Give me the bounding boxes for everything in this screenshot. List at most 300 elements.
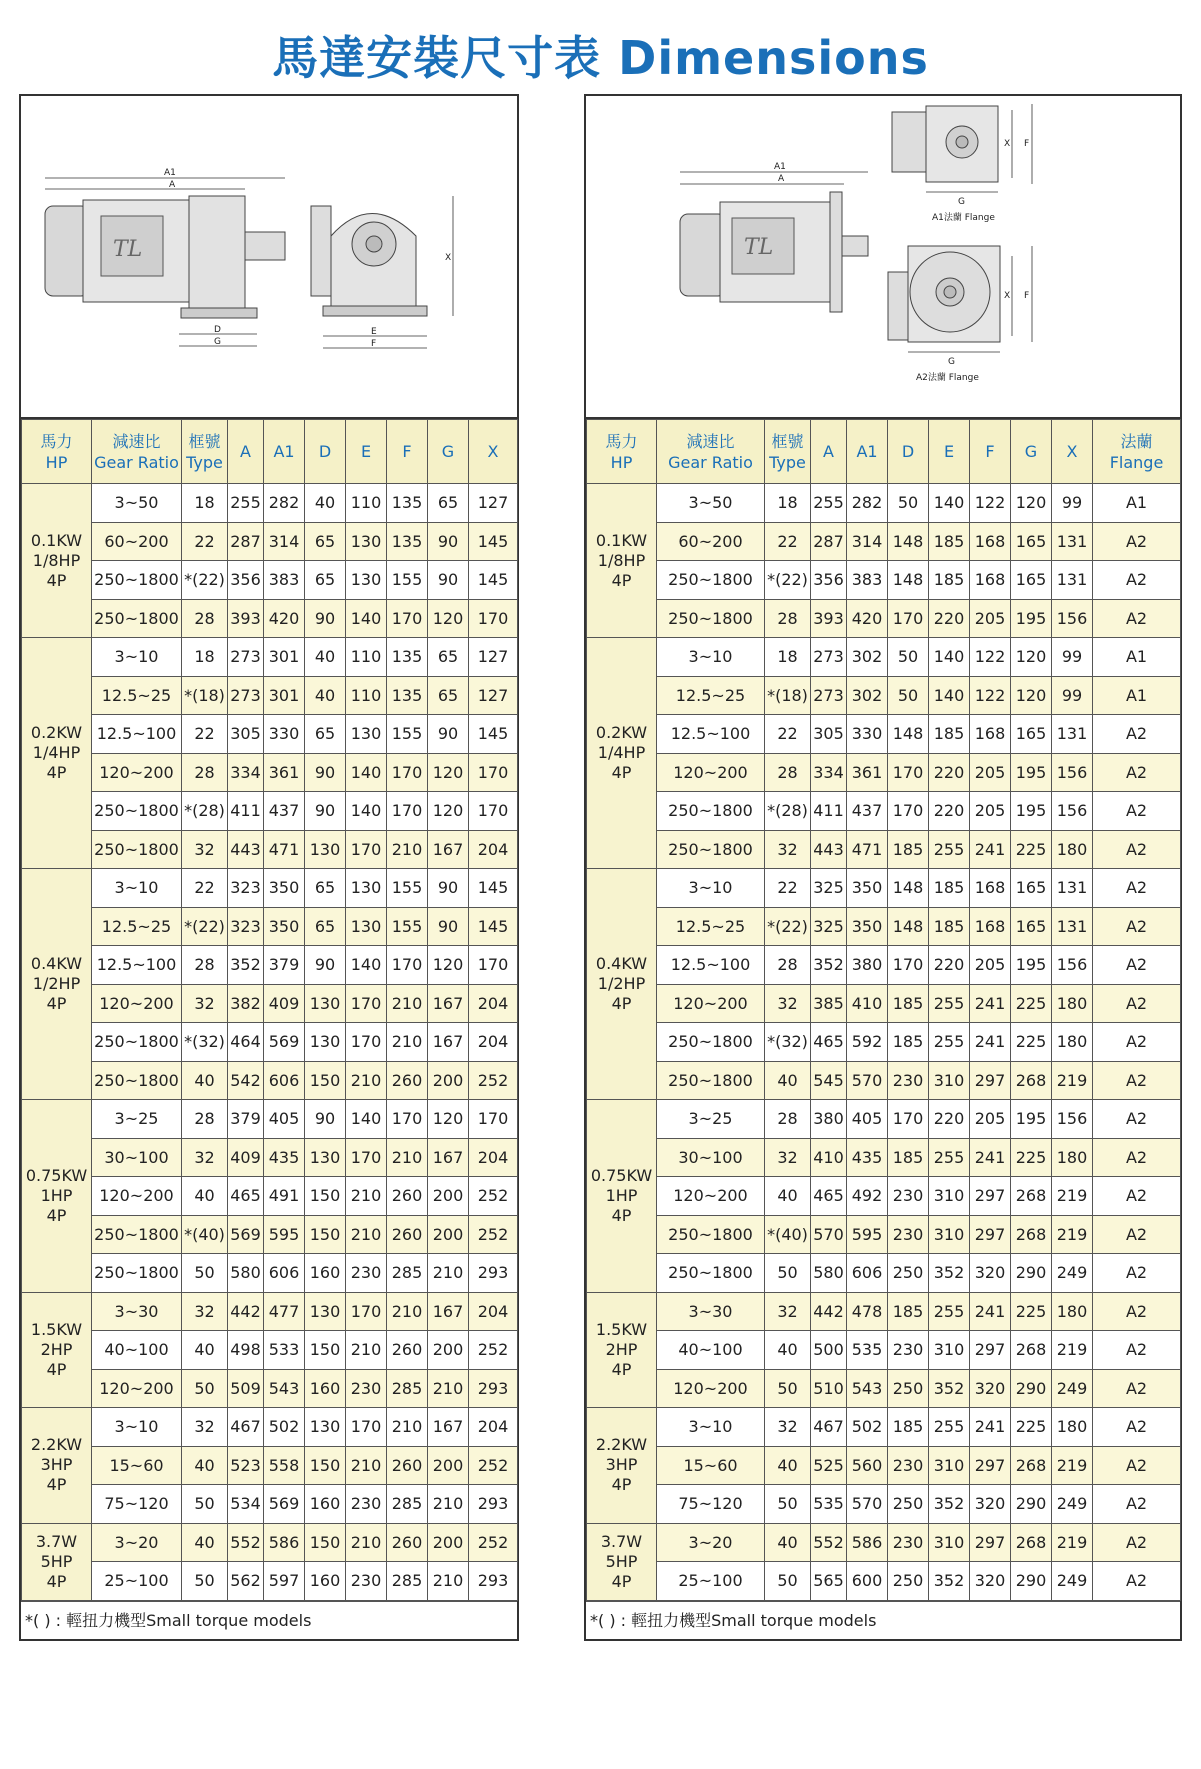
gear-ratio-cell: 3~10 [92, 1408, 182, 1447]
gear-ratio-cell: 3~10 [657, 869, 765, 908]
dimension-cell: 220 [929, 792, 970, 831]
column-header [305, 420, 346, 484]
dimension-cell: A2 [1093, 1485, 1181, 1524]
table-row [22, 599, 518, 638]
dimension-cell: 320 [970, 1485, 1011, 1524]
gear-ratio-cell: 3~20 [92, 1523, 182, 1562]
gear-ratio-cell: 3~25 [92, 1100, 182, 1139]
dimension-cell: 297 [970, 1446, 1011, 1485]
hp-group-cell [22, 638, 92, 869]
dim-label-a1: A1 [164, 168, 176, 178]
dimension-cell: 250 [888, 1485, 929, 1524]
dimension-cell: 268 [1011, 1215, 1052, 1254]
dimension-cell: 170 [387, 599, 428, 638]
dimension-cell: 140 [346, 792, 387, 831]
dimension-cell: 569 [264, 1023, 305, 1062]
dimension-cell: 195 [1011, 1100, 1052, 1139]
dimension-cell: 255 [929, 1138, 970, 1177]
dimension-cell: 290 [1011, 1254, 1052, 1293]
column-header-zh: 法蘭 [1120, 431, 1153, 451]
dimension-cell: 268 [1011, 1177, 1052, 1216]
gear-ratio-cell: 12.5~25 [657, 676, 765, 715]
column-header-zh: 減速比 [686, 431, 735, 451]
dimension-cell: 185 [888, 1408, 929, 1447]
dim-label-f-a1: F [1024, 139, 1030, 149]
dimension-cell: 255 [811, 484, 847, 523]
dimension-cell: 478 [847, 1292, 888, 1331]
gear-ratio-cell: 12.5~100 [657, 715, 765, 754]
dimension-cell: 580 [811, 1254, 847, 1293]
dimension-cell: 595 [847, 1215, 888, 1254]
dimension-cell: 290 [1011, 1485, 1052, 1524]
dimension-cell: A1 [1093, 484, 1181, 523]
dimension-cell: 560 [847, 1446, 888, 1485]
table-row [587, 561, 1181, 600]
dimension-cell: 385 [811, 984, 847, 1023]
dimension-cell: *(32) [182, 1023, 228, 1062]
dimension-cell: 569 [228, 1215, 264, 1254]
dimension-cell: *(28) [765, 792, 811, 831]
gear-ratio-cell: 3~10 [657, 1408, 765, 1447]
dimension-cell: 225 [1011, 1408, 1052, 1447]
dimension-cell: 219 [1052, 1446, 1093, 1485]
dim-label-g: G [214, 337, 221, 347]
dimension-cell: 170 [346, 1292, 387, 1331]
a1-flange-label: A1法蘭 Flange [932, 213, 995, 223]
dimension-cell: 411 [811, 792, 847, 831]
dimension-cell: 420 [847, 599, 888, 638]
hp-label-line: 4P [611, 1571, 632, 1591]
dimension-cell: 268 [1011, 1446, 1052, 1485]
dimension-cell: 122 [970, 676, 1011, 715]
hp-label-line: 4P [611, 1205, 632, 1225]
dimension-cell: 40 [182, 1177, 228, 1216]
gear-ratio-cell: 250~1800 [657, 561, 765, 600]
dimension-cell: 297 [970, 1061, 1011, 1100]
table-row [22, 1061, 518, 1100]
dimension-cell: 543 [264, 1369, 305, 1408]
dimension-cell: 502 [847, 1408, 888, 1447]
dimension-cell: 165 [1011, 869, 1052, 908]
hp-label-line: 4P [611, 994, 632, 1013]
dimension-cell: 165 [1011, 522, 1052, 561]
dimension-cell: 167 [428, 1408, 469, 1447]
dimension-cell: 249 [1052, 1254, 1093, 1293]
dimension-cell: 225 [1011, 1292, 1052, 1331]
dimension-cell: 293 [469, 1485, 518, 1524]
dimension-cell: 32 [182, 1292, 228, 1331]
column-header [1011, 420, 1052, 484]
dimension-cell: 471 [847, 830, 888, 869]
dimension-cell: A1 [1093, 638, 1181, 677]
table-row [587, 869, 1181, 908]
dimension-cell: 595 [264, 1215, 305, 1254]
dimension-cell: 185 [888, 1292, 929, 1331]
gear-ratio-cell: 40~100 [657, 1331, 765, 1370]
dimension-cell: 200 [428, 1331, 469, 1370]
dimension-cell: 90 [428, 715, 469, 754]
hp-group-cell [22, 869, 92, 1100]
dimension-cell: A2 [1093, 1408, 1181, 1447]
dim-label-x-a2: X [1004, 291, 1011, 301]
dimension-cell: 410 [811, 1138, 847, 1177]
dimension-cell: A2 [1093, 1023, 1181, 1062]
column-header-en: F [402, 442, 412, 461]
dimension-cell: 310 [929, 1177, 970, 1216]
dimension-cell: 185 [888, 984, 929, 1023]
dimension-cell: 135 [387, 522, 428, 561]
dimension-cell: 167 [428, 1292, 469, 1331]
dimension-cell: 150 [305, 1523, 346, 1562]
dimension-cell: 435 [264, 1138, 305, 1177]
dimension-cell: 230 [346, 1485, 387, 1524]
gear-ratio-cell: 25~100 [92, 1562, 182, 1601]
dimension-cell: 120 [428, 792, 469, 831]
hp-label-line: 2HP [605, 1339, 638, 1359]
hp-group-cell [22, 1100, 92, 1293]
table-row [587, 676, 1181, 715]
right-table-note: *( ) : 輕扭力機型Small torque models [586, 1601, 1180, 1639]
dim-label-e: E [371, 327, 377, 337]
dimension-cell: 65 [305, 907, 346, 946]
dimension-cell: 195 [1011, 753, 1052, 792]
dimension-cell: 225 [1011, 1138, 1052, 1177]
hp-label-line: 4P [611, 1475, 632, 1495]
dimension-cell: 361 [264, 753, 305, 792]
dimension-cell: A2 [1093, 1446, 1181, 1485]
dimension-cell: 409 [228, 1138, 264, 1177]
dimension-cell: 565 [811, 1562, 847, 1601]
table-row [22, 1177, 518, 1216]
dim-label-a: A [169, 180, 176, 190]
hp-label-line: 4P [46, 1571, 67, 1591]
table-row [587, 715, 1181, 754]
table-row [22, 1292, 518, 1331]
table-row [22, 1562, 518, 1601]
hp-group-cell [22, 484, 92, 638]
hp-group-cell [587, 1523, 657, 1600]
dimension-cell: 241 [970, 1138, 1011, 1177]
gear-ratio-cell: 3~25 [657, 1100, 765, 1139]
dimension-cell: 552 [811, 1523, 847, 1562]
hp-group-cell [587, 1408, 657, 1524]
dimension-cell: 210 [346, 1523, 387, 1562]
dimension-cell: *(32) [765, 1023, 811, 1062]
gear-ratio-cell: 250~1800 [92, 1023, 182, 1062]
dimension-cell: 40 [182, 1061, 228, 1100]
dimension-cell: 28 [182, 946, 228, 985]
gear-ratio-cell: 3~10 [657, 638, 765, 677]
dimension-cell: 40 [182, 1523, 228, 1562]
dimension-cell: 282 [264, 484, 305, 523]
hp-group-cell [587, 638, 657, 869]
dimension-cell: 167 [428, 1023, 469, 1062]
gear-ratio-cell: 75~120 [92, 1485, 182, 1524]
dimension-cell: 127 [469, 676, 518, 715]
dimension-cell: 168 [970, 522, 1011, 561]
dimension-cell: 22 [765, 522, 811, 561]
table-row [22, 638, 518, 677]
dimension-cell: 210 [346, 1446, 387, 1485]
hp-label-line: 2.2KW [30, 1435, 83, 1455]
dimension-cell: 325 [811, 907, 847, 946]
dimension-cell: 586 [264, 1523, 305, 1562]
dimension-cell: 148 [888, 522, 929, 561]
dimension-cell: 273 [228, 638, 264, 677]
hp-label-line: 1/2HP [597, 974, 646, 993]
dimension-cell: 210 [346, 1177, 387, 1216]
gear-ratio-cell: 250~1800 [92, 792, 182, 831]
dimension-cell: 383 [847, 561, 888, 600]
dimension-cell: 210 [387, 1023, 428, 1062]
hp-label-line: 4P [46, 763, 67, 782]
dimension-cell: 350 [847, 907, 888, 946]
dimension-cell: 225 [1011, 984, 1052, 1023]
gear-ratio-cell: 120~200 [657, 1369, 765, 1408]
dimension-cell: 120 [1011, 676, 1052, 715]
dimension-cell: 160 [305, 1485, 346, 1524]
dimension-cell: 323 [228, 907, 264, 946]
gear-ratio-cell: 40~100 [92, 1331, 182, 1370]
dimension-cell: A2 [1093, 946, 1181, 985]
dimension-cell: 170 [346, 1408, 387, 1447]
column-header-en: X [487, 442, 499, 461]
column-header [346, 420, 387, 484]
dimension-cell: 50 [765, 1254, 811, 1293]
table-row [587, 1523, 1181, 1562]
table-row [587, 1023, 1181, 1062]
column-header-en: Type [186, 452, 223, 472]
dimension-cell: A2 [1093, 1215, 1181, 1254]
dimension-cell: 140 [929, 484, 970, 523]
dimension-cell: A2 [1093, 869, 1181, 908]
column-header [428, 420, 469, 484]
dimension-cell: 282 [847, 484, 888, 523]
dimension-cell: 241 [970, 1408, 1011, 1447]
table-row [587, 1562, 1181, 1601]
dimension-cell: 131 [1052, 869, 1093, 908]
dimension-cell: 241 [970, 1292, 1011, 1331]
dimension-cell: 230 [346, 1369, 387, 1408]
dimension-cell: 99 [1052, 638, 1093, 677]
dimension-cell: 18 [765, 638, 811, 677]
dimension-cell: *(22) [182, 561, 228, 600]
dimension-cell: 467 [811, 1408, 847, 1447]
dimension-cell: 252 [469, 1177, 518, 1216]
dimension-cell: 260 [387, 1331, 428, 1370]
dimension-cell: 170 [469, 599, 518, 638]
dimension-cell: 120 [1011, 484, 1052, 523]
dimension-cell: 99 [1052, 484, 1093, 523]
dimension-cell: 606 [264, 1061, 305, 1100]
dimension-cell: 219 [1052, 1523, 1093, 1562]
dimension-cell: 464 [228, 1023, 264, 1062]
table-row [22, 522, 518, 561]
dimension-cell: 28 [182, 599, 228, 638]
table-row [587, 753, 1181, 792]
column-header [92, 420, 182, 484]
dimension-cell: 155 [387, 561, 428, 600]
dim-label-f: F [371, 339, 377, 349]
dimension-cell: 22 [765, 869, 811, 908]
dimension-cell: 50 [182, 1485, 228, 1524]
table-row [587, 1331, 1181, 1370]
dimension-cell: 150 [305, 1446, 346, 1485]
dimension-cell: 405 [264, 1100, 305, 1139]
hp-label-line: 1HP [40, 1185, 73, 1205]
dimension-cell: 28 [182, 753, 228, 792]
dim-label-g-a2: G [948, 357, 955, 367]
gear-ratio-cell: 250~1800 [657, 1254, 765, 1293]
dimension-cell: 50 [888, 676, 929, 715]
dim-label-g-a1: G [958, 197, 965, 207]
dimension-cell: 204 [469, 1408, 518, 1447]
dimension-cell: *(18) [182, 676, 228, 715]
dimension-cell: 210 [346, 1061, 387, 1100]
dimension-cell: 409 [264, 984, 305, 1023]
gear-ratio-cell: 250~1800 [92, 830, 182, 869]
column-header [888, 420, 929, 484]
dimension-cell: 225 [1011, 830, 1052, 869]
dim-label-f-a2: F [1024, 291, 1030, 301]
dimension-cell: 130 [346, 869, 387, 908]
table-row [22, 907, 518, 946]
dimension-cell: 170 [469, 753, 518, 792]
dimension-cell: 40 [765, 1177, 811, 1216]
right-motor-drawing [586, 96, 1180, 419]
dimension-cell: 155 [387, 715, 428, 754]
dimension-cell: 131 [1052, 907, 1093, 946]
hp-label-line: 4P [46, 1205, 67, 1225]
table-row [587, 1408, 1181, 1447]
gear-ratio-cell: 3~20 [657, 1523, 765, 1562]
dimension-cell: 90 [305, 1100, 346, 1139]
dimension-cell: 525 [811, 1446, 847, 1485]
dimension-cell: 542 [228, 1061, 264, 1100]
column-header [1093, 420, 1181, 484]
gear-ratio-cell: 3~30 [657, 1292, 765, 1331]
left-table-body [22, 484, 518, 1601]
dimension-cell: 410 [847, 984, 888, 1023]
dimension-cell: 180 [1052, 1292, 1093, 1331]
dim-label-a1: A1 [774, 162, 786, 172]
column-header [847, 420, 888, 484]
gear-ratio-cell: 30~100 [657, 1138, 765, 1177]
dimension-cell: 477 [264, 1292, 305, 1331]
dimension-cell: A2 [1093, 522, 1181, 561]
dimension-cell: 185 [888, 830, 929, 869]
dimension-cell: A2 [1093, 1562, 1181, 1601]
dimension-cell: 32 [765, 1138, 811, 1177]
dimension-cell: *(28) [182, 792, 228, 831]
dimension-cell: 586 [847, 1523, 888, 1562]
dimension-cell: 465 [811, 1023, 847, 1062]
hp-label-line: 1/4HP [32, 743, 81, 762]
dimension-cell: 180 [1052, 830, 1093, 869]
dimension-cell: 165 [1011, 561, 1052, 600]
column-header [811, 420, 847, 484]
dimension-cell: 32 [182, 830, 228, 869]
dimension-cell: 510 [811, 1369, 847, 1408]
dim-label-x-a1: X [1004, 139, 1011, 149]
gear-ratio-cell: 120~200 [657, 1177, 765, 1216]
dim-label-x: X [445, 253, 452, 263]
dim-label-a: A [778, 174, 785, 184]
dimension-cell: 420 [264, 599, 305, 638]
dimension-cell: 170 [469, 1100, 518, 1139]
dimension-cell: 50 [888, 638, 929, 677]
column-header-en: A [240, 442, 251, 461]
dimension-cell: 219 [1052, 1177, 1093, 1216]
table-row [22, 1485, 518, 1524]
gear-ratio-cell: 250~1800 [92, 561, 182, 600]
hp-group-cell [587, 1100, 657, 1293]
dimension-cell: 356 [811, 561, 847, 600]
dimension-cell: 210 [428, 1369, 469, 1408]
dimension-cell: 170 [387, 1100, 428, 1139]
dimension-cell: 352 [929, 1485, 970, 1524]
dimension-cell: 28 [182, 1100, 228, 1139]
dimension-cell: 305 [228, 715, 264, 754]
dimension-cell: 491 [264, 1177, 305, 1216]
dimension-cell: 330 [847, 715, 888, 754]
dimension-cell: 393 [228, 599, 264, 638]
dimension-cell: 150 [305, 1061, 346, 1100]
dimension-cell: 40 [305, 676, 346, 715]
gear-ratio-cell: 250~1800 [657, 1061, 765, 1100]
dimension-cell: 167 [428, 1138, 469, 1177]
dimension-cell: 170 [346, 1023, 387, 1062]
dimension-cell: 230 [888, 1061, 929, 1100]
dimension-cell: 40 [182, 1446, 228, 1485]
dimension-cell: 50 [182, 1369, 228, 1408]
table-row [22, 676, 518, 715]
dimension-cell: 250 [888, 1562, 929, 1601]
hp-label-line: 3.7W [35, 1531, 78, 1551]
dimension-cell: 273 [228, 676, 264, 715]
dimension-cell: 99 [1052, 676, 1093, 715]
hp-label-line: 0.2KW [30, 723, 83, 742]
hp-label-line: 0.1KW [595, 530, 648, 550]
dimension-cell: 220 [929, 946, 970, 985]
dimension-cell: 297 [970, 1215, 1011, 1254]
dimension-cell: 230 [888, 1446, 929, 1485]
dimension-cell: 150 [305, 1177, 346, 1216]
dimension-cell: 170 [387, 753, 428, 792]
dimension-cell: 606 [264, 1254, 305, 1293]
dimension-cell: 260 [387, 1446, 428, 1485]
dimension-cell: 533 [264, 1331, 305, 1370]
hp-label-line: 0.75KW [25, 1165, 88, 1185]
gear-ratio-cell: 12.5~25 [92, 676, 182, 715]
dimension-cell: 219 [1052, 1331, 1093, 1370]
dimension-cell: A2 [1093, 1523, 1181, 1562]
table-row [587, 1485, 1181, 1524]
dimension-cell: 130 [346, 715, 387, 754]
dimension-cell: 437 [264, 792, 305, 831]
dimension-cell: 130 [305, 1408, 346, 1447]
dimension-cell: 225 [1011, 1023, 1052, 1062]
dimension-cell: 22 [182, 869, 228, 908]
gear-ratio-cell: 3~50 [92, 484, 182, 523]
gear-ratio-cell: 120~200 [92, 1177, 182, 1216]
dimension-cell: 290 [1011, 1369, 1052, 1408]
dimension-cell: 18 [182, 638, 228, 677]
dimension-cell: 205 [970, 753, 1011, 792]
hp-label-line: 1/4HP [597, 743, 646, 762]
gear-ratio-cell: 3~10 [92, 638, 182, 677]
dimension-cell: 570 [847, 1485, 888, 1524]
